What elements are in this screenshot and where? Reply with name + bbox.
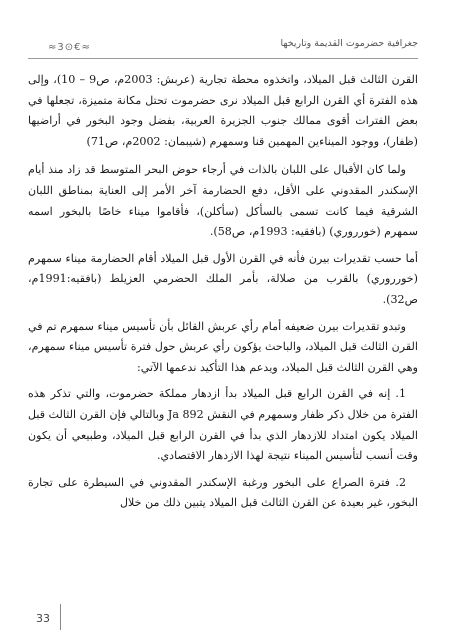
header-ornament-icon: ≈3⊙€≈ — [48, 42, 91, 53]
paragraph-1: القرن الثالث قبل الميلاد، واتخذوه محطة تجارية (عربش: 2003م، ص9 – 10)، وإلى هذه الفترة أي القرن الرابع قبل الميلاد نرى حضرموت تحتل مكانة متميزة، تجعلها في بعض الفترات أقوى ممالك جنوب الجزيرة العربية، بفضل وجود البخور في أراضيها (ظفار)، ووجود الميناءين المهمين قنا وسمهرم (شيبمان: 2002م، ص71) — [28, 73, 418, 148]
paragraph-2: ولما كان الأقبال على اللبان بالذات في أرجاء حوض البحر المتوسط قد زاد منذ أيام الإسكندر المقدوني على الأقل، دفع الحضارمة آخر الأمر إلى العناية بمناطق اللبان الشرقية فيما كانت تسمى بالسأكل (سأكلن)، فأقاموا ميناء خاصًا بالبخور اسمه سمهرم (خورروري) (بافقيه: 1993م، ص58). — [28, 163, 418, 239]
footer-divider — [60, 604, 61, 630]
list-item-1: 1. إنه في القرن الرابع قبل الميلاد بدأ ازدهار مملكة حضرموت، والتي تذكر هذه الفترة من خلال ذكر ظفار وسمهرم في النقش Ja 892 وبالتالي فإن القرن الثالث قبل الميلاد يكون امتداد للازدهار الذي بدأ في القرن الرابع قبل الميلاد، وطبيعي أن يكون وقت أنسب لتأسيس الميناء نتيجة لهذا الازدهار الاقتصادي. — [28, 387, 418, 463]
paragraph-3: أما حسب تقديرات بيرن فأنه في القرن الأول قبل الميلاد أقام الحضارمة ميناء سمهرم (خورروري) بالقرب من صلالة، بأمر الملك الحضرمي العزيلط (بافقيه:1991م، ص32). — [28, 251, 418, 306]
list-item-2: 2. فترة الصراع على البخور ورغبة الإسكندر المقدوني في السيطرة على تجارة البخور، غير بعيدة عن القرن الثالث قبل الميلاد يتبين ذلك من خلال — [28, 475, 418, 510]
header-divider — [28, 58, 418, 59]
page-number: 33 — [36, 612, 50, 625]
body-text — [28, 70, 418, 514]
running-header — [28, 38, 418, 60]
paragraph-4: وتبدو تقديرات بيرن ضعيفه أمام رأي عربش القائل بأن تأسيس ميناء سمهرم تم في القرن الثالث قبل الميلاد، والباحث يؤكون رأي عربش حول فترة تأسيس ميناء سمهرم، وهي القرن الثالث قبل الميلاد، ويدعم هذا التأكيد ندعمها الآتي: — [28, 319, 418, 374]
running-header-title: جغرافية حضرموت القديمة وتاريخها — [280, 38, 418, 49]
